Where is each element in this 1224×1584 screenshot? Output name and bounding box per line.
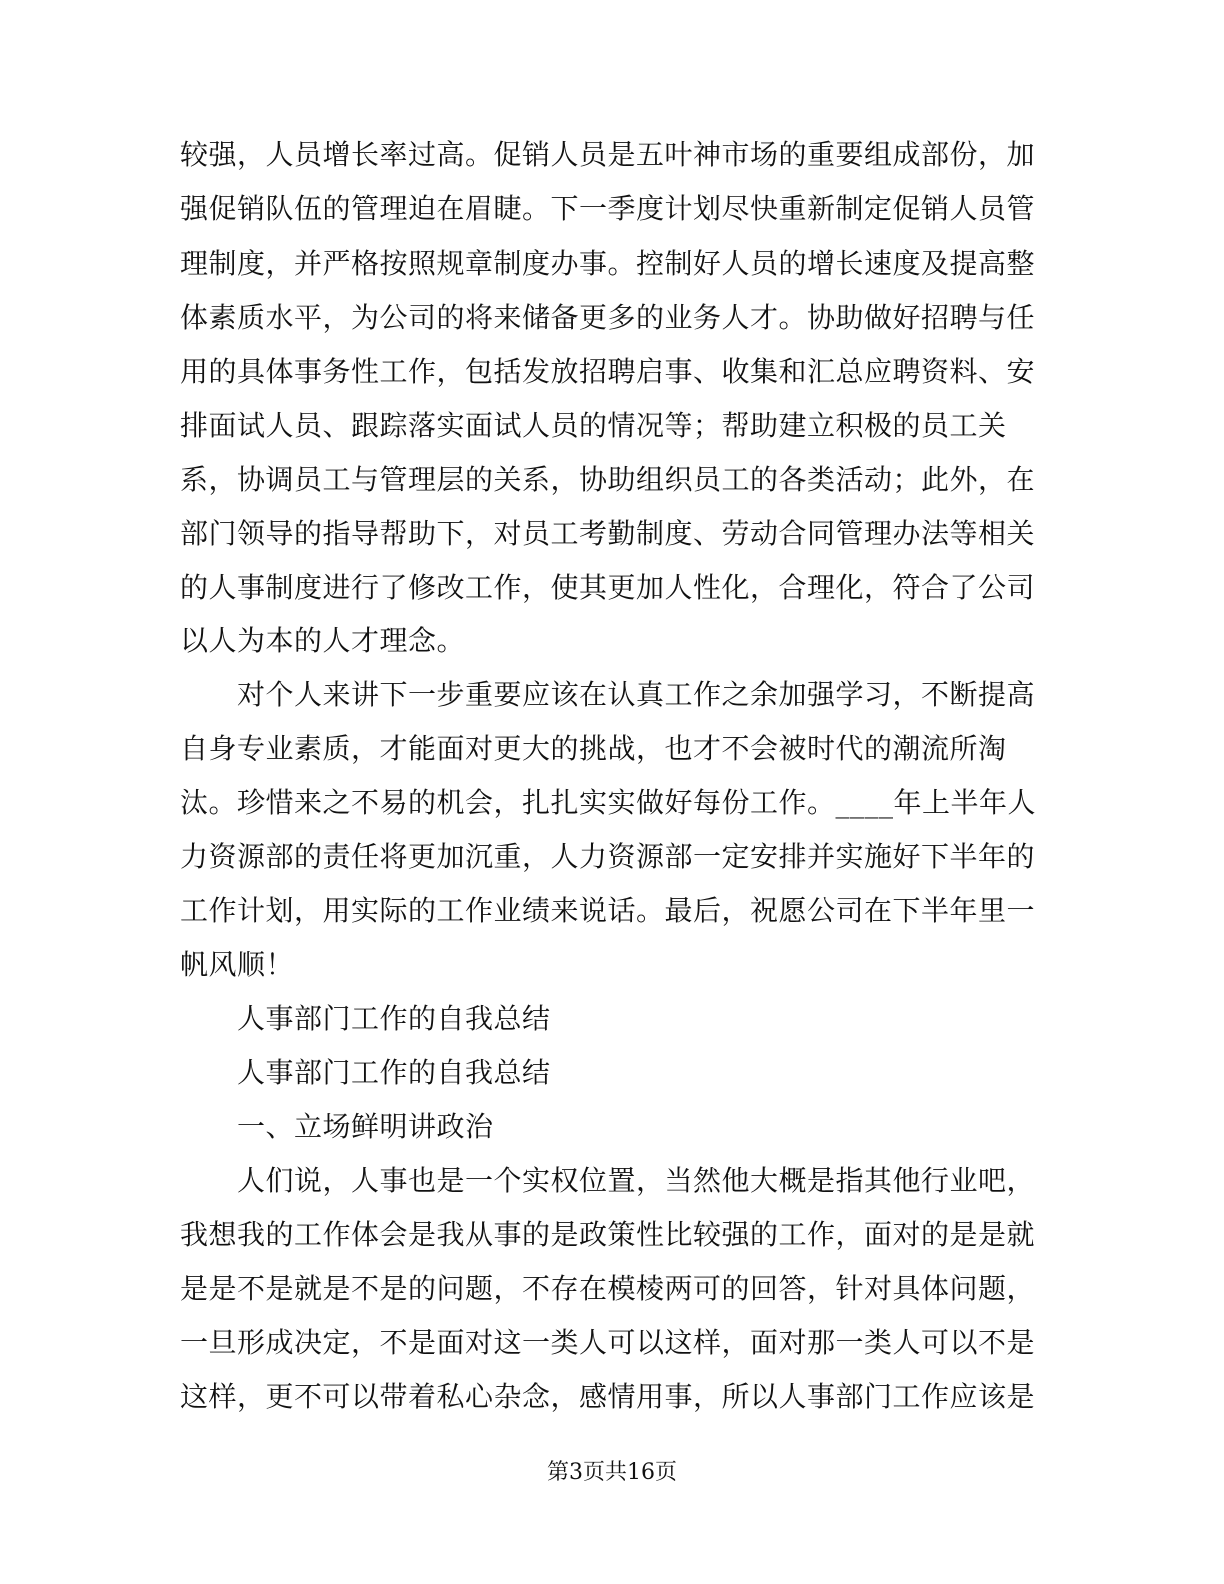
text-line: 人们说，人事也是一个实权位置，当然他大概是指其他行业吧， [180, 1164, 1036, 1197]
text-line: 较强，人员增长率过高。促销人员是五叶神市场的重要组成部份，加 [180, 138, 1036, 171]
text-line: 的人事制度进行了修改工作，使其更加人性化，合理化，符合了公司 [180, 571, 1036, 604]
text-line: 以人为本的人才理念。 [180, 624, 466, 657]
text-line: 一旦形成决定，不是面对这一类人可以这样，面对那一类人可以不是 [180, 1326, 1036, 1359]
text-line: 这样，更不可以带着私心杂念，感情用事，所以人事部门工作应该是 [180, 1380, 1036, 1413]
section-heading: 一、立场鲜明讲政治 [180, 1110, 494, 1143]
text-line: 对个人来讲下一步重要应该在认真工作之余加强学习，不断提高 [180, 678, 1036, 711]
text-line: 体素质水平，为公司的将来储备更多的业务人才。协助做好招聘与任 [180, 301, 1036, 334]
section-heading: 人事部门工作的自我总结 [180, 1056, 551, 1089]
text-line: 部门领导的指导帮助下，对员工考勤制度、劳动合同管理办法等相关 [180, 517, 1036, 550]
text-line: 系，协调员工与管理层的关系，协助组织员工的各类活动；此外，在 [180, 463, 1036, 496]
text-line: 力资源部的责任将更加沉重，人力资源部一定安排并实施好下半年的 [180, 840, 1036, 873]
text-line: 强促销队伍的管理迫在眉睫。下一季度计划尽快重新制定促销人员管 [180, 192, 1036, 225]
page-number: 第3页共16页 [547, 1460, 677, 1485]
text-line: 自身专业素质，才能面对更大的挑战，也才不会被时代的潮流所淘 [180, 732, 1007, 765]
section-heading: 人事部门工作的自我总结 [180, 1002, 551, 1035]
text-line: 是是不是就是不是的问题，不存在模棱两可的回答，针对具体问题， [180, 1272, 1036, 1305]
text-line: 用的具体事务性工作，包括发放招聘启事、收集和汇总应聘资料、安 [180, 355, 1036, 388]
text-line: 我想我的工作体会是我从事的是政策性比较强的工作，面对的是是就 [180, 1218, 1036, 1251]
text-line: 汰。珍惜来之不易的机会，扎扎实实做好每份工作。____年上半年人 [180, 786, 1037, 819]
text-line: 帆风顺！ [180, 948, 295, 981]
text-line: 排面试人员、跟踪落实面试人员的情况等；帮助建立积极的员工关 [180, 409, 1007, 442]
text-line: 理制度，并严格按照规章制度办事。控制好人员的增长速度及提高整 [180, 247, 1036, 280]
text-line: 工作计划，用实际的工作业绩来说话。最后，祝愿公司在下半年里一 [180, 894, 1036, 927]
